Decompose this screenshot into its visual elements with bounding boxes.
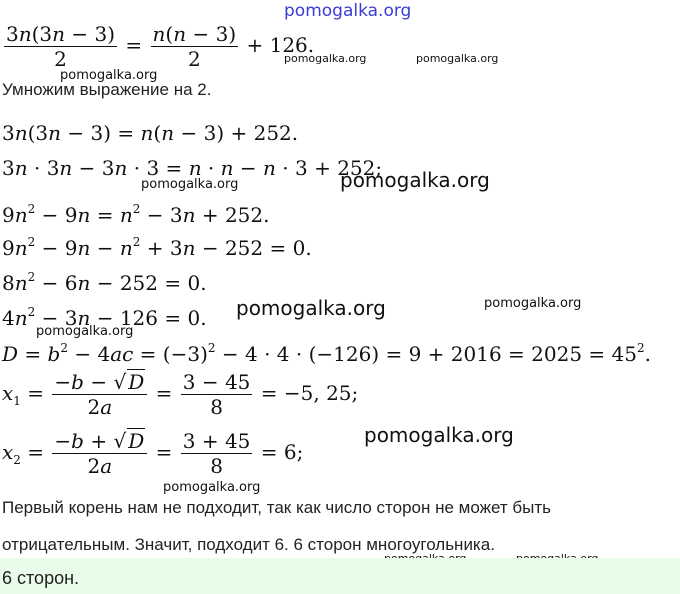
explanation-line-1: Первый корень нам не подходит, так как число сторон не может быть	[2, 498, 551, 517]
equation-line-4: $9n^2 - 9n = n^2 - 3n + 252$.	[2, 202, 270, 227]
watermark: pomogalka.org	[484, 296, 582, 311]
answer-box	[0, 558, 680, 594]
watermark: pomogalka.org	[284, 1, 412, 21]
watermark: pomogalka.org	[416, 52, 499, 65]
watermark: pomogalka.org	[60, 68, 158, 83]
explanation-line-2: отрицательным. Значит, подходит 6. 6 сторон многоугольника.	[2, 535, 495, 554]
watermark: pomogalka.org	[236, 296, 386, 320]
watermark: pomogalka.org	[141, 177, 239, 192]
watermark: pomogalka.org	[340, 168, 490, 192]
root-x2-line: $x_2$ = $\frac{-b + √ D}{2a}$ = $\frac{3 + 45}{8}$ = 6;	[2, 429, 304, 478]
answer-text: 6 сторон.	[2, 568, 80, 588]
equation-line-2: 3n(3n − 3) = n(n − 3) + 252.	[2, 121, 299, 145]
watermark: pomogalka.org	[364, 423, 514, 447]
equation-line-1: $\frac{3n(3n - 3)}{2}$ = $\frac{n(n - 3)}{2}$ + 126.	[6, 22, 315, 71]
equation-line-3: 3n · 3n − 3n · 3 = n · n − n · 3 + 252;	[2, 156, 383, 180]
discriminant-line: $D = b^2 - 4ac = (-3)^2 - 4 \cdot 4 \cdot (-126) = 9 + 2016 = 2025 = 45^2$.	[2, 341, 651, 366]
watermark: pomogalka.org	[163, 480, 261, 495]
watermark: pomogalka.org	[36, 324, 134, 339]
watermark: pomogalka.org	[284, 52, 367, 65]
multiply-text: Умножим выражение на 2.	[2, 80, 212, 99]
equation-line-5: $9n^2 - 9n - n^2 + 3n - 252 = 0$.	[2, 235, 312, 260]
equation-line-7: $4n^2 - 3n - 126 = 0$.	[2, 305, 207, 330]
equation-line-6: $8n^2 - 6n - 252 = 0$.	[2, 270, 207, 295]
root-x1-line: $x_1$ = $\frac{-b - √ D}{2a}$ = $\frac{3 - 45}{8}$ = −5, 25;	[2, 370, 359, 419]
